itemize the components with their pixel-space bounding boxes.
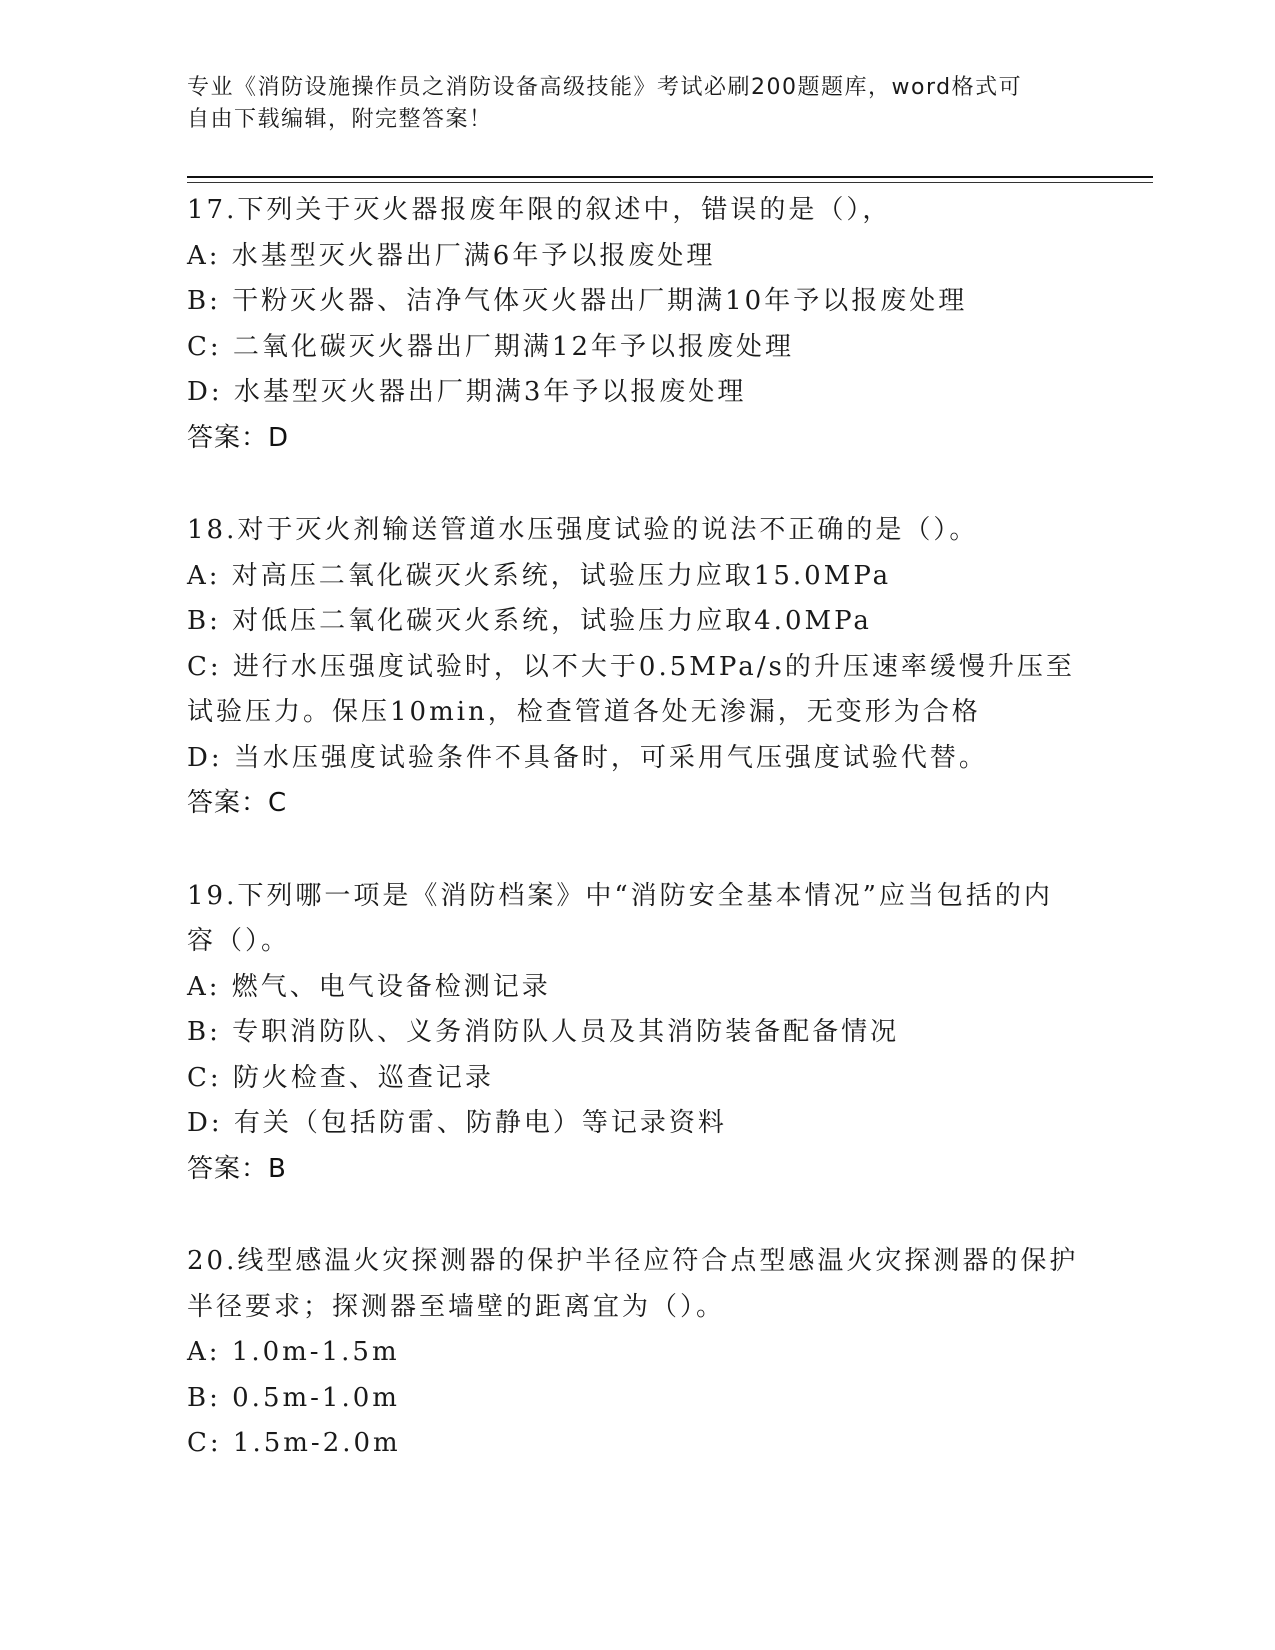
- option-c: C: 1.5m-2.0m: [187, 1428, 401, 1458]
- option-b: B: 0.5m-1.0m: [187, 1382, 400, 1413]
- option-b: B: 对低压二氧化碳灭火系统，试验压力应取4.0MPa: [187, 606, 872, 636]
- question-17: [187, 188, 1087, 461]
- answer-label: 答案：D: [187, 422, 290, 453]
- question-list: [187, 188, 1087, 1514]
- option-c: C: 防火检查、巡查记录: [187, 1062, 494, 1093]
- question-stem-continued: 半径要求；探测器至墙壁的距离宜为（）。: [187, 1291, 726, 1322]
- option-c: C: 进行水压强度试验时，以不大于0.5MPa/s的升压速率缓慢升压至: [187, 651, 1075, 682]
- option-a: A: 水基型灭火器出厂满6年予以报废处理: [187, 240, 716, 271]
- answer-label: 答案：B: [187, 1153, 287, 1184]
- header-line-1: 专业《消防设施操作员之消防设备高级技能》考试必刷200题题库，word格式可: [187, 75, 1023, 100]
- option-a: A: 燃气、电气设备检测记录: [187, 971, 551, 1002]
- option-c-continued: 试验压力。保压10min，检查管道各处无渗漏，无变形为合格: [187, 697, 981, 727]
- header-divider-thin: [187, 182, 1153, 183]
- question-stem: 17.下列关于灭火器报废年限的叙述中，错误的是（），: [187, 195, 892, 225]
- option-a: A: 对高压二氧化碳灭火系统，试验压力应取15.0MPa: [187, 560, 892, 591]
- question-20: [187, 1239, 1087, 1467]
- question-stem-continued: 容（）。: [187, 926, 291, 956]
- question-stem: 20.线型感温火灾探测器的保护半径应符合点型感温火灾探测器的保护: [187, 1246, 1079, 1276]
- header-line-2: 自由下载编辑，附完整答案！: [187, 107, 493, 132]
- option-c: C: 二氧化碳灭火器出厂期满12年予以报废处理: [187, 331, 795, 362]
- option-a: A: 1.0m-1.5m: [187, 1337, 400, 1367]
- question-stem: 18.对于灭火剂输送管道水压强度试验的说法不正确的是（）。: [187, 515, 979, 545]
- option-b: B: 干粉灭火器、洁净气体灭火器出厂期满10年予以报废处理: [187, 286, 968, 316]
- header-divider-thick: [187, 176, 1153, 178]
- question-stem: 19.下列哪一项是《消防档案》中“消防安全基本情况”应当包括的内: [187, 880, 1053, 911]
- answer-label: 答案：C: [187, 788, 288, 818]
- option-d: D: 有关（包括防雷、防静电）等记录资料: [187, 1108, 727, 1138]
- option-d: D: 当水压强度试验条件不具备时，可采用气压强度试验代替。: [187, 742, 988, 773]
- option-d: D: 水基型灭火器出厂期满3年予以报废处理: [187, 377, 747, 407]
- option-b: B: 专职消防队、义务消防队人员及其消防装备配备情况: [187, 1017, 900, 1047]
- question-19: [187, 874, 1087, 1193]
- question-18: [187, 508, 1087, 827]
- document-header: [187, 72, 1067, 136]
